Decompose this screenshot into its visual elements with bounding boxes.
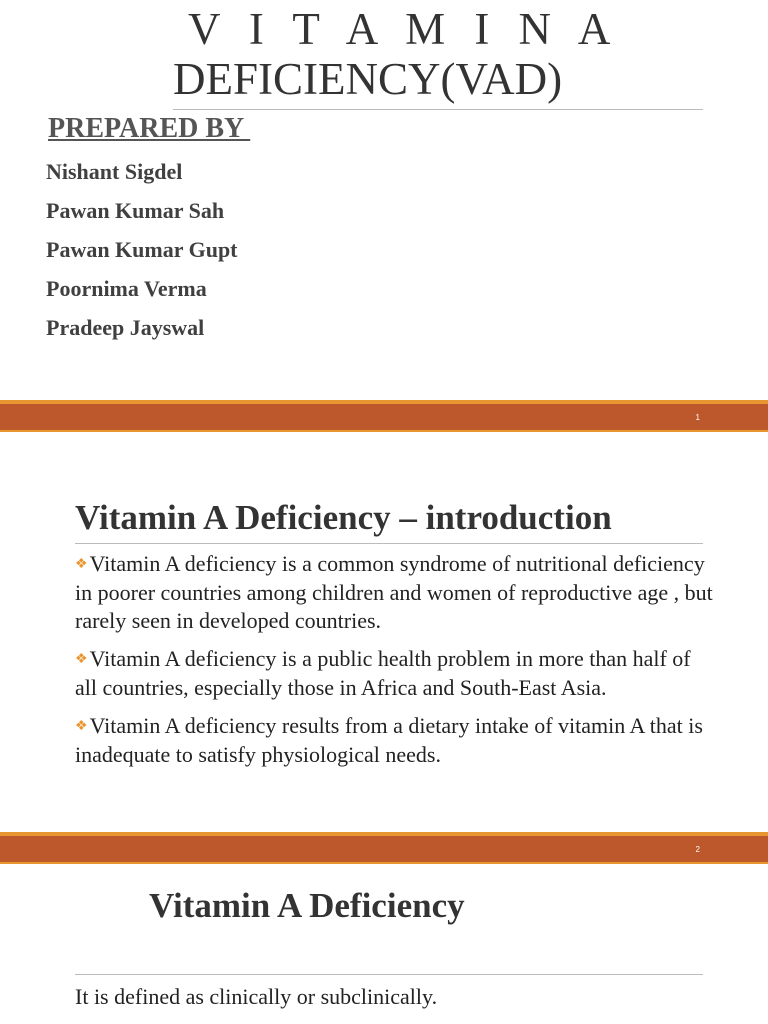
author-name: Pradeep Jayswal: [46, 315, 205, 340]
bullet-text: Vitamin A deficiency is a common syndrome of nutritional deficiency in poorer countries among children and women of reproductive age , but rarely seen in developed countries.: [75, 551, 713, 633]
bullet-item: [75, 645, 715, 702]
slide-1-footer-band: [0, 400, 768, 432]
slide-2-footer-band: [0, 832, 768, 864]
diamond-bullet-icon: ❖: [75, 652, 88, 667]
title-divider: [75, 543, 703, 544]
bullet-list: [75, 550, 715, 779]
diamond-bullet-icon: ❖: [75, 557, 88, 572]
bullet-text: Vitamin A deficiency results from a dietary intake of vitamin A that is inadequate to satisfy physiological needs.: [75, 713, 703, 767]
title-divider: [75, 974, 703, 975]
slide-1-title-line-2: DEFICIENCY(VAD): [173, 54, 563, 104]
slide-1: [0, 0, 768, 400]
slide-2: [0, 432, 768, 832]
slide-1-page-number: 1: [695, 413, 700, 422]
title-divider: [173, 109, 703, 110]
bullet-item: [75, 550, 715, 635]
author-name: Poornima Verma: [46, 276, 207, 301]
author-name: Pawan Kumar Gupt: [46, 237, 238, 262]
slide-1-title-line-1: V I T A M I N A: [188, 4, 620, 54]
slide-3-body-text: It is defined as clinically or subclinically.: [75, 984, 438, 1009]
author-name: Pawan Kumar Sah: [46, 198, 225, 223]
slide-2-title: Vitamin A Deficiency – introduction: [75, 498, 612, 537]
prepared-by-heading: PREPARED BY: [48, 113, 251, 144]
bullet-item: [75, 712, 715, 769]
bullet-text: Vitamin A deficiency is a public health problem in more than half of all countries, especially those in Africa and South-East Asia.: [75, 646, 691, 700]
slide-2-page-number: 2: [695, 845, 700, 854]
slide-3: [0, 865, 768, 1024]
slide-3-title: Vitamin A Deficiency: [149, 886, 465, 925]
diamond-bullet-icon: ❖: [75, 719, 88, 734]
author-name: Nishant Sigdel: [46, 159, 183, 184]
author-list: [46, 154, 238, 349]
